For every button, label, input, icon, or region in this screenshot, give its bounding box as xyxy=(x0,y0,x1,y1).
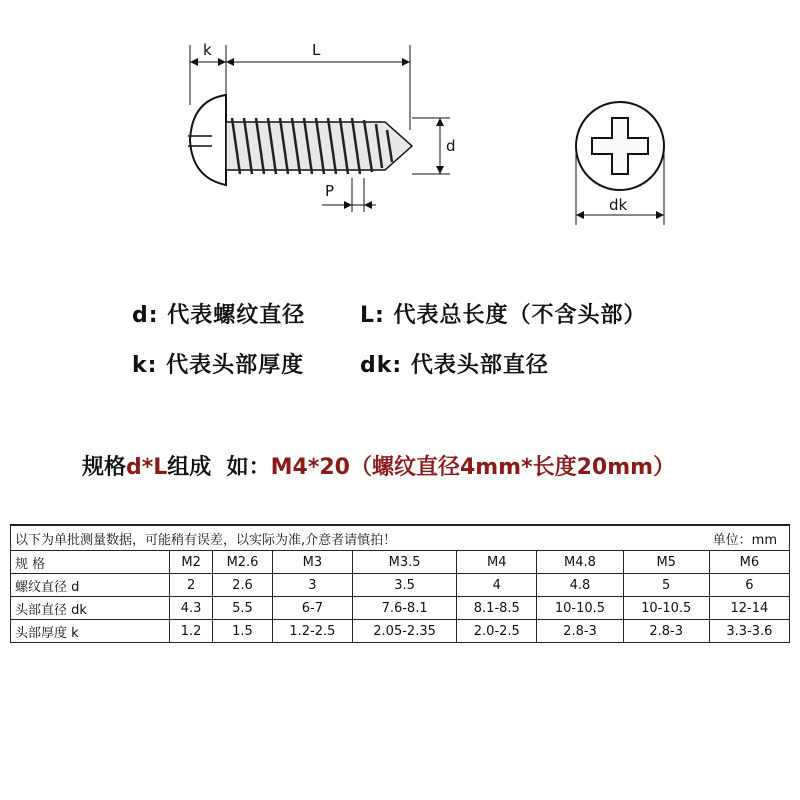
row-label: 头部直径 dk xyxy=(11,597,170,620)
spec-suffix: 组成 如： xyxy=(167,455,271,480)
label-dk: dk xyxy=(609,196,628,214)
row-label: 螺纹直径 d xyxy=(11,574,170,597)
table-note-cell xyxy=(11,525,790,551)
table-cell: 3 xyxy=(272,574,352,597)
table-cell: 3.3-3.6 xyxy=(709,620,789,643)
row-label: 头部厚度 k xyxy=(11,620,170,643)
table-row xyxy=(11,574,790,597)
spec-example-value: M4*20（螺纹直径4mm*长度20mm） xyxy=(270,455,676,480)
table-cell: 1.5 xyxy=(213,620,273,643)
legend-L-key: L: xyxy=(360,303,385,328)
table-cell: 10-10.5 xyxy=(537,597,623,620)
spec-prefix: 规格 xyxy=(82,455,127,480)
legend-L xyxy=(360,298,647,329)
table-row xyxy=(11,620,790,643)
table-cell: M4 xyxy=(457,551,537,574)
table-cell: 5.5 xyxy=(213,597,273,620)
table-row xyxy=(11,551,790,574)
spec-formula: d*L xyxy=(126,455,168,480)
table-cell: 8.1-8.5 xyxy=(457,597,537,620)
table-cell: 4.8 xyxy=(537,574,623,597)
legend-dk-desc: 代表头部直径 xyxy=(410,353,549,378)
label-L: L xyxy=(312,41,321,59)
table-cell: 6-7 xyxy=(272,597,352,620)
legend-d xyxy=(132,298,305,329)
table-cell: M4.8 xyxy=(537,551,623,574)
legend-L-desc: 代表总长度（不含头部） xyxy=(393,303,647,328)
table-cell: 7.6-8.1 xyxy=(352,597,456,620)
table-cell: 4.3 xyxy=(170,597,213,620)
table-cell: 6 xyxy=(709,574,789,597)
screw-dimension-diagram xyxy=(0,0,800,260)
table-cell: M5 xyxy=(623,551,709,574)
table-cell: M6 xyxy=(709,551,789,574)
legend-dk xyxy=(360,348,549,379)
row-label: 规 格 xyxy=(11,551,170,574)
legend-k-key: k: xyxy=(132,353,158,378)
table-cell: M2 xyxy=(170,551,213,574)
spec-example xyxy=(82,450,675,481)
table-cell: 3.5 xyxy=(352,574,456,597)
size-table xyxy=(10,524,790,643)
table-cell: M3.5 xyxy=(352,551,456,574)
table-row xyxy=(11,597,790,620)
table-cell: M2.6 xyxy=(213,551,273,574)
table-cell: 1.2 xyxy=(170,620,213,643)
table-cell: 1.2-2.5 xyxy=(272,620,352,643)
table-cell: 2.05-2.35 xyxy=(352,620,456,643)
legend-k-desc: 代表头部厚度 xyxy=(166,353,305,378)
table-note-row xyxy=(11,525,790,551)
table-cell: 2.8-3 xyxy=(623,620,709,643)
table-cell: M3 xyxy=(272,551,352,574)
label-d: d xyxy=(446,137,456,155)
legend-k xyxy=(132,348,304,379)
label-k: k xyxy=(203,41,212,59)
table-cell: 12-14 xyxy=(709,597,789,620)
table-cell: 10-10.5 xyxy=(623,597,709,620)
table-cell: 2.8-3 xyxy=(537,620,623,643)
table-unit: 单位：mm xyxy=(712,532,777,548)
legend-dk-key: dk: xyxy=(360,353,403,378)
table-cell: 2.0-2.5 xyxy=(457,620,537,643)
label-P: P xyxy=(325,182,335,200)
table-note: 以下为单批测量数据，可能稍有误差，以实际为准,介意者请慎拍！ xyxy=(15,532,397,548)
legend-d-desc: 代表螺纹直径 xyxy=(167,303,306,328)
table-cell: 5 xyxy=(623,574,709,597)
legend-d-key: d: xyxy=(132,303,159,328)
table-cell: 2 xyxy=(170,574,213,597)
table-cell: 4 xyxy=(457,574,537,597)
table-cell: 2.6 xyxy=(213,574,273,597)
